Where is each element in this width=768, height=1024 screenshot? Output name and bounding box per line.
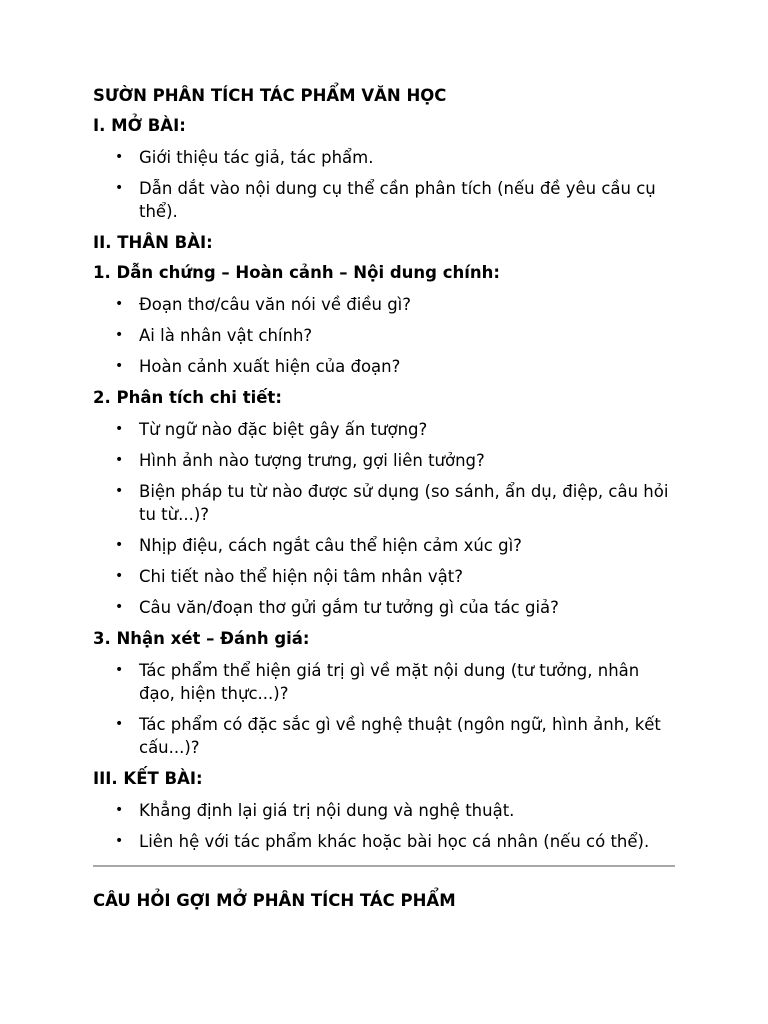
document-title: SƯỜN PHÂN TÍCH TÁC PHẨM VĂN HỌC — [93, 86, 447, 105]
list-item-text: Hoàn cảnh xuất hiện của đoạn? — [139, 357, 401, 376]
list-item-text: Ai là nhân vật chính? — [139, 326, 313, 345]
list-item — [93, 830, 674, 853]
list-item-text: Tác phẩm thể hiện giá trị gì về mặt nội dung (tư tưởng, nhân đạo, hiện thực...)? — [139, 661, 640, 703]
list-item — [93, 355, 674, 378]
next-section-title: CÂU HỎI GỢI MỞ PHÂN TÍCH TÁC PHẨM — [93, 891, 456, 910]
list-item — [93, 449, 674, 472]
bullet-list — [93, 146, 674, 223]
outline-sections — [93, 116, 674, 853]
list-item — [93, 713, 674, 759]
bullet-list — [93, 418, 674, 619]
list-item-text: Câu văn/đoạn thơ gửi gắm tư tưởng gì của tác giả? — [139, 598, 559, 617]
bullet-list — [93, 799, 674, 853]
list-item — [93, 659, 674, 705]
section-heading: 2. Phân tích chi tiết: — [93, 388, 282, 407]
bullet-icon: • — [115, 833, 124, 849]
bullet-icon: • — [115, 599, 124, 615]
bullet-icon: • — [115, 421, 124, 437]
section-heading: II. THÂN BÀI: — [93, 233, 213, 252]
bullet-icon: • — [115, 358, 124, 374]
section-heading: I. MỞ BÀI: — [93, 116, 186, 135]
bullet-icon: • — [115, 568, 124, 584]
list-item-text: Khẳng định lại giá trị nội dung và nghệ thuật. — [139, 801, 515, 820]
list-item — [93, 565, 674, 588]
bullet-icon: • — [115, 180, 124, 196]
section-heading: 1. Dẫn chứng – Hoàn cảnh – Nội dung chính: — [93, 263, 500, 282]
list-item — [93, 293, 674, 316]
bullet-icon: • — [115, 537, 124, 553]
horizontal-divider — [93, 865, 675, 867]
list-item — [93, 799, 674, 822]
bullet-list — [93, 293, 674, 378]
list-item — [93, 534, 674, 557]
list-item-text: Giới thiệu tác giả, tác phẩm. — [139, 148, 374, 167]
list-item — [93, 480, 674, 526]
bullet-icon: • — [115, 802, 124, 818]
list-item — [93, 324, 674, 347]
list-item-text: Hình ảnh nào tượng trưng, gợi liên tưởng? — [139, 451, 485, 470]
bullet-icon: • — [115, 483, 124, 499]
list-item-text: Đoạn thơ/câu văn nói về điều gì? — [139, 295, 412, 314]
bullet-icon: • — [115, 327, 124, 343]
list-item-text: Biện pháp tu từ nào được sử dụng (so sánh, ẩn dụ, điệp, câu hỏi tu từ...)? — [139, 482, 669, 524]
list-item-text: Tác phẩm có đặc sắc gì về nghệ thuật (ngôn ngữ, hình ảnh, kết cấu...)? — [139, 715, 661, 757]
bullet-list — [93, 659, 674, 759]
list-item-text: Dẫn dắt vào nội dung cụ thể cần phân tích (nếu đề yêu cầu cụ thể). — [139, 179, 656, 221]
bullet-icon: • — [115, 716, 124, 732]
section-heading: 3. Nhận xét – Đánh giá: — [93, 629, 310, 648]
bullet-icon: • — [115, 296, 124, 312]
list-item-text: Liên hệ với tác phẩm khác hoặc bài học cá nhân (nếu có thể). — [139, 832, 650, 851]
list-item — [93, 146, 674, 169]
list-item-text: Từ ngữ nào đặc biệt gây ấn tượng? — [139, 420, 428, 439]
bullet-icon: • — [115, 662, 124, 678]
list-item — [93, 418, 674, 441]
bullet-icon: • — [115, 452, 124, 468]
list-item — [93, 596, 674, 619]
list-item — [93, 177, 674, 223]
section-heading: III. KẾT BÀI: — [93, 769, 203, 788]
list-item-text: Chi tiết nào thể hiện nội tâm nhân vật? — [139, 567, 463, 586]
list-item-text: Nhịp điệu, cách ngắt câu thể hiện cảm xúc gì? — [139, 536, 522, 555]
bullet-icon: • — [115, 149, 124, 165]
